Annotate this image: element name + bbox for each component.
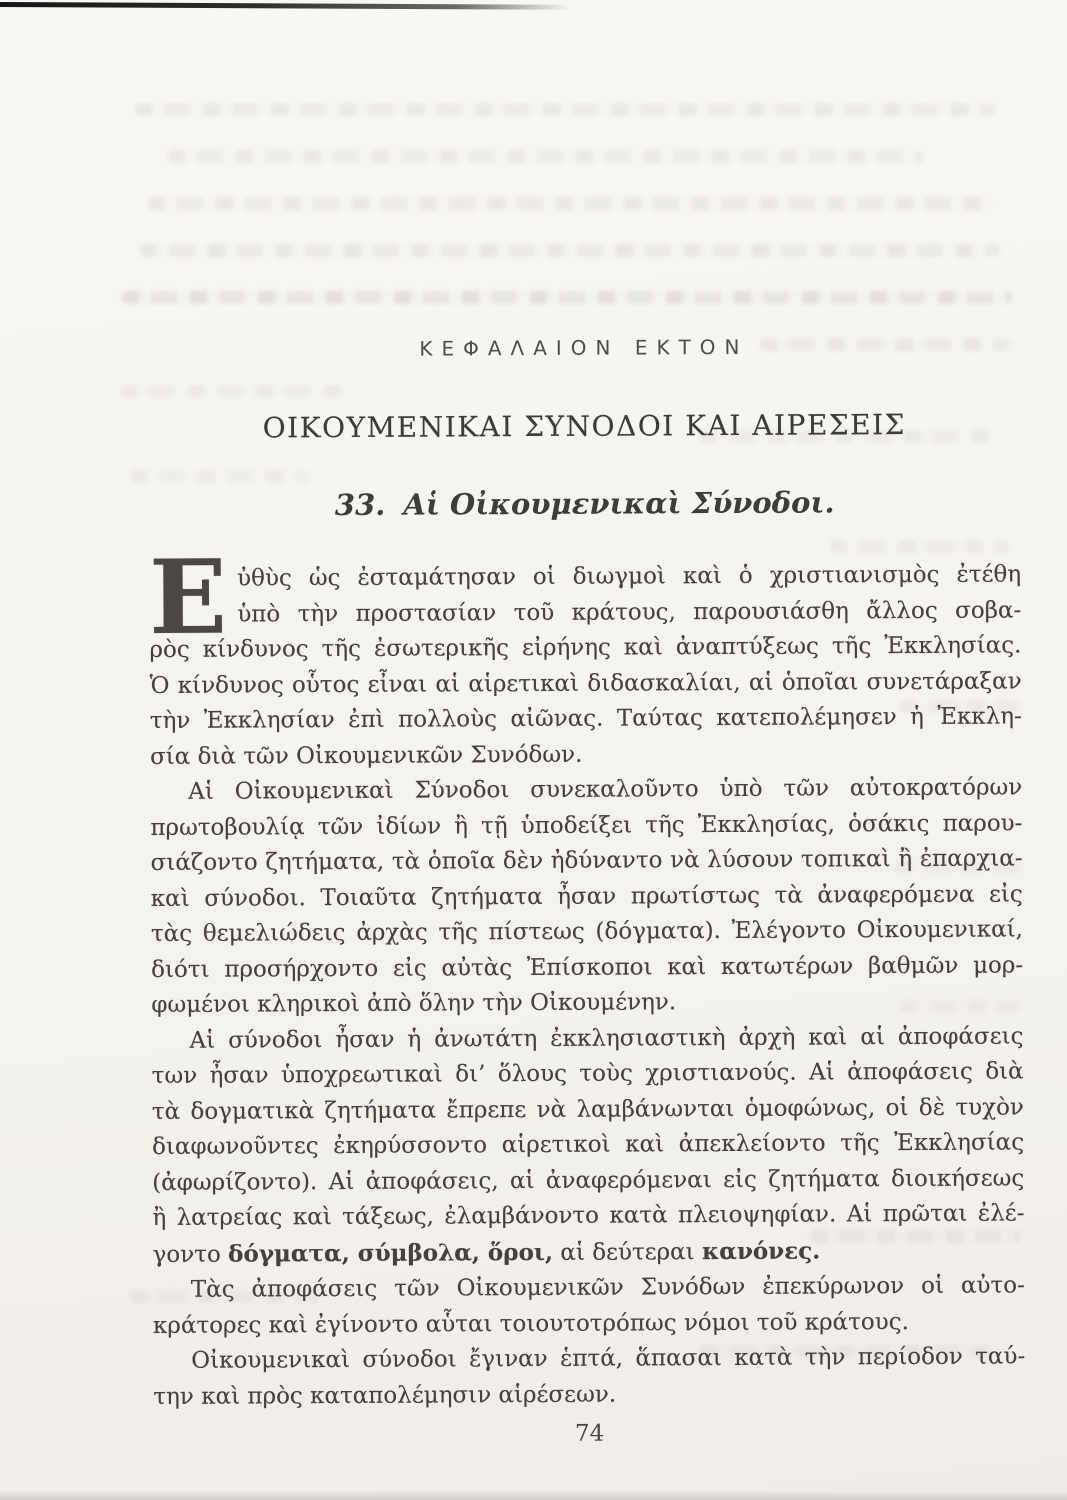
- text-line: ρὸς κίνδυνος τῆς ἐσωτερικῆς εἰρήνης καὶ ἀναπτύξεως τῆς Ἐκκλησίας.: [149, 632, 1022, 664]
- text-line: γοντο δόγματα, σύμβολα, ὅροι, αἱ δεύτεραι κανόνες.: [152, 1237, 821, 1268]
- section-heading: [149, 484, 1021, 523]
- text-line: σιάζοντο ζητήματα, τὰ ὁποῖα δὲν ἠδύναντο νὰ λύσουν τοπικαὶ ἢ ἐπαρχια-: [150, 845, 1023, 877]
- page-number: 74: [574, 1420, 605, 1447]
- paragraph: [150, 770, 1023, 1023]
- text-line: τὰ δογματικὰ ζητήματα ἔπρεπε νὰ λαμβάνωνται ὁμοφώνως, οἱ δὲ τυχὸν: [151, 1093, 1024, 1125]
- drop-cap: Ε: [148, 537, 228, 659]
- section-number: 33.: [334, 487, 386, 523]
- paragraph: [153, 1268, 1025, 1344]
- text-line: (ἀφωρίζοντο). Αἱ ἀποφάσεις, αἱ ἀναφερόμεναι εἰς ζητήματα διοικήσεως: [152, 1164, 1025, 1196]
- scan-bottom-shade: [0, 1490, 1067, 1500]
- paragraph: [153, 1339, 1025, 1415]
- text-line: φωμένοι κληρικοὶ ἀπὸ ὅλην τὴν Οἰκουμένην.: [151, 989, 677, 1019]
- text-line: τὰς θεμελιώδεις ἀρχὰς τῆς πίστεως (δόγματα). Ἐλέγοντο Οἰκουμενικαί,: [150, 916, 1024, 948]
- text-line: Αἱ Οἰκουμενικαὶ Σύνοδοι συνεκαλοῦντο ὑπὸ τῶν αὐτοκρατόρων: [188, 774, 1023, 805]
- text-line: ἢ λατρείας καὶ τάξεως, ἐλαμβάνοντο κατὰ πλειοψηφίαν. Αἱ πρῶται ἐλέ-: [152, 1200, 1025, 1232]
- text-line: τὴν Ἐκκλησίαν ἐπὶ πολλοὺς αἰῶνας. Ταύτας κατεπολέμησεν ἡ Ἐκκλη-: [149, 703, 1022, 735]
- text-line: ὐθὺς ὡς ἐσταμάτησαν οἱ διωγμοὶ καὶ ὁ χριστιανισμὸς ἐτέθη: [237, 561, 1022, 592]
- section-title: Αἱ Οἰκουμενικαὶ Σύνοδοι.: [403, 485, 835, 522]
- text-line: Αἱ σύνοδοι ἦσαν ἡ ἀνωτάτη ἐκκλησιαστικὴ ἀρχὴ καὶ αἱ ἀποφάσεις: [189, 1022, 1024, 1054]
- text-line: Ὁ κίνδυνος οὗτος εἶναι αἱ αἱρετικαὶ διδασκαλίαι, αἱ ὁποῖαι συνετάραξαν: [149, 667, 1022, 699]
- text-line: διαφωνοῦντες ἐκηρύσσοντο αἱρετικοὶ καὶ ἀπεκλείοντο τῆς Ἐκκλησίας: [152, 1129, 1025, 1161]
- text-line: διότι προσήρχοντο εἰς αὐτὰς Ἐπίσκοποι καὶ κατωτέρων βαθμῶν μορ-: [151, 951, 1024, 983]
- paragraph: [151, 1019, 1024, 1273]
- text-line: Τὰς ἀποφάσεις τῶν Οἰκουμενικῶν Συνόδων ἐπεκύρωνον οἱ αὐτο-: [190, 1272, 1025, 1303]
- text-line: την καὶ πρὸς καταπολέμησιν αἱρέσεων.: [153, 1381, 617, 1410]
- text-line: Οἰκουμενικαὶ σύνοδοι ἔγιναν ἑπτά, ἅπασαι κατὰ τὴν περίοδον ταύ-: [191, 1343, 1026, 1374]
- page-title: ΟΙΚΟΥΜΕΝΙΚΑΙ ΣΥΝΟΔΟΙ ΚΑΙ ΑΙΡΕΣΕΙΣ: [262, 408, 907, 445]
- text-line: ὑπὸ τὴν προστασίαν τοῦ κράτους, παρουσιάσθη ἄλλος σοβα-: [237, 596, 1022, 628]
- text-line: των ἦσαν ὑποχρεωτικαὶ δι’ ὅλους τοὺς χριστιανούς. Αἱ ἀποφάσεις διὰ: [151, 1058, 1024, 1090]
- text-line: σία διὰ τῶν Οἰκουμενικῶν Συνόδων.: [149, 741, 583, 770]
- paragraph: [148, 537, 1022, 775]
- text-line: καὶ σύνοδοι. Τοιαῦτα ζητήματα ἦσαν πρωτίστως τὰ ἀναφερόμενα εἰς: [150, 880, 1023, 912]
- text-line: πρωτοβουλίᾳ τῶν ἰδίων ἢ τῇ ὑποδείξει τῆς Ἐκκλησίας, ὁσάκις παρου-: [150, 809, 1023, 841]
- text-line: κράτορες καὶ ἐγίνοντο αὗται τοιουτοτρόπως νόμοι τοῦ κράτους.: [152, 1308, 909, 1339]
- chapter-heading: ΚΕΦΑΛΑΙΟΝ ΕΚΤΟΝ: [419, 334, 749, 361]
- body-text: [148, 537, 1026, 1415]
